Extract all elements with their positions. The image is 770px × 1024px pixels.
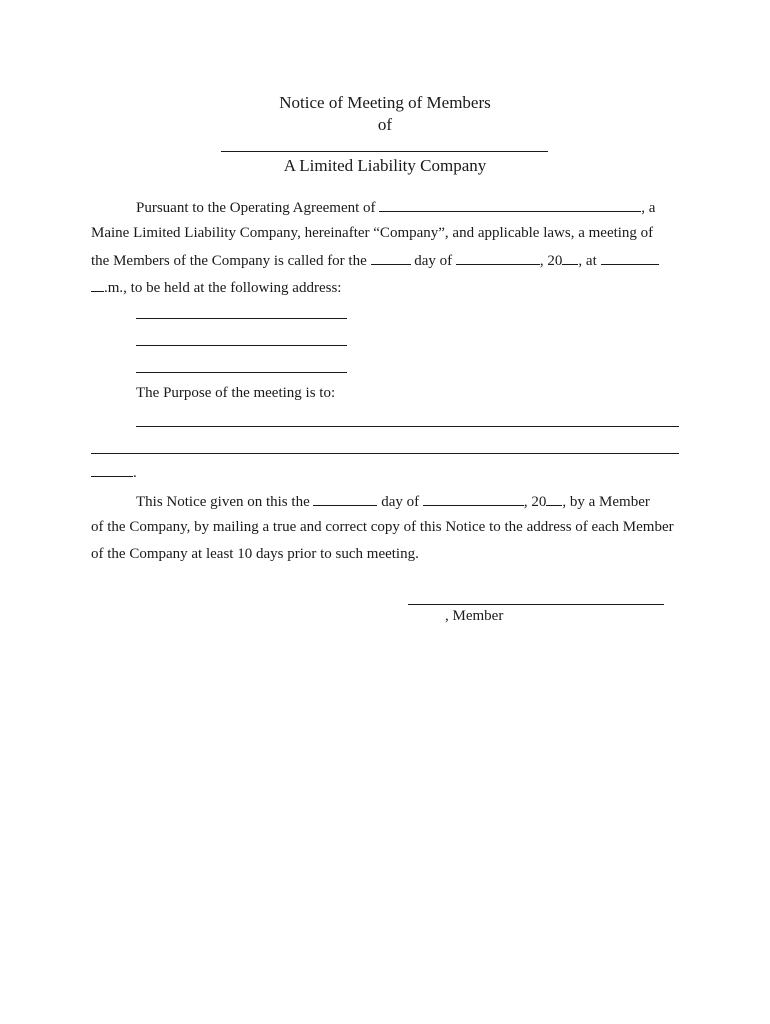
para2-text-d: , by a Member <box>562 494 650 510</box>
para1-text-a: Pursuant to the Operating Agreement of <box>136 200 376 216</box>
meeting-year-blank[interactable] <box>562 251 578 265</box>
document-title: Notice of Meeting of Members <box>279 93 491 112</box>
signature-line[interactable] <box>408 604 664 605</box>
para1-line2: Maine Limited Liability Company, hereinafter “Company”, and applicable laws, a meeting of <box>91 225 654 241</box>
notice-year-blank[interactable] <box>546 492 562 506</box>
para1-text-b: , a <box>641 200 656 216</box>
meeting-day-blank[interactable] <box>371 251 411 265</box>
para1-line1 <box>136 198 655 217</box>
para1-text-f: , at <box>578 253 597 269</box>
purpose-line-2[interactable] <box>91 453 679 454</box>
am-pm-blank[interactable] <box>91 278 104 292</box>
purpose-line-1[interactable] <box>136 426 679 427</box>
para2-line1 <box>136 492 650 511</box>
purpose-end-blank[interactable] <box>91 463 133 477</box>
para1-text-d: day of <box>414 253 453 269</box>
para1-text-e: , 20 <box>539 253 563 269</box>
operating-agreement-company-blank[interactable] <box>379 198 641 212</box>
company-name-blank[interactable] <box>221 151 548 152</box>
signature-label: , Member <box>445 608 504 624</box>
para2-line2: of the Company, by mailing a true and correct copy of this Notice to the address of each Member <box>91 519 674 535</box>
para2-text-b: day of <box>381 494 420 510</box>
address-line-3[interactable] <box>136 372 347 373</box>
para1-text-g: .m., to be held at the following address: <box>104 280 342 296</box>
para1-text-c: the Members of the Company is called for the <box>91 253 367 269</box>
para2-line3: of the Company at least 10 days prior to such meeting. <box>91 546 419 562</box>
notice-day-blank[interactable] <box>313 492 377 506</box>
meeting-time-blank[interactable] <box>601 251 659 265</box>
document-subtitle: A Limited Liability Company <box>283 156 487 175</box>
address-line-1[interactable] <box>136 318 347 319</box>
para1-line3 <box>91 251 659 270</box>
purpose-end-period: . <box>133 465 137 481</box>
address-line-2[interactable] <box>136 345 347 346</box>
para2-text-a: This Notice given on this the <box>136 494 310 510</box>
purpose-label: The Purpose of the meeting is to: <box>136 385 336 401</box>
purpose-line-3 <box>91 463 137 482</box>
para2-text-c: , 20 <box>523 494 547 510</box>
para1-line4 <box>91 278 341 297</box>
meeting-month-blank[interactable] <box>456 251 540 265</box>
notice-month-blank[interactable] <box>423 492 524 506</box>
document-title-of: of <box>377 115 393 134</box>
